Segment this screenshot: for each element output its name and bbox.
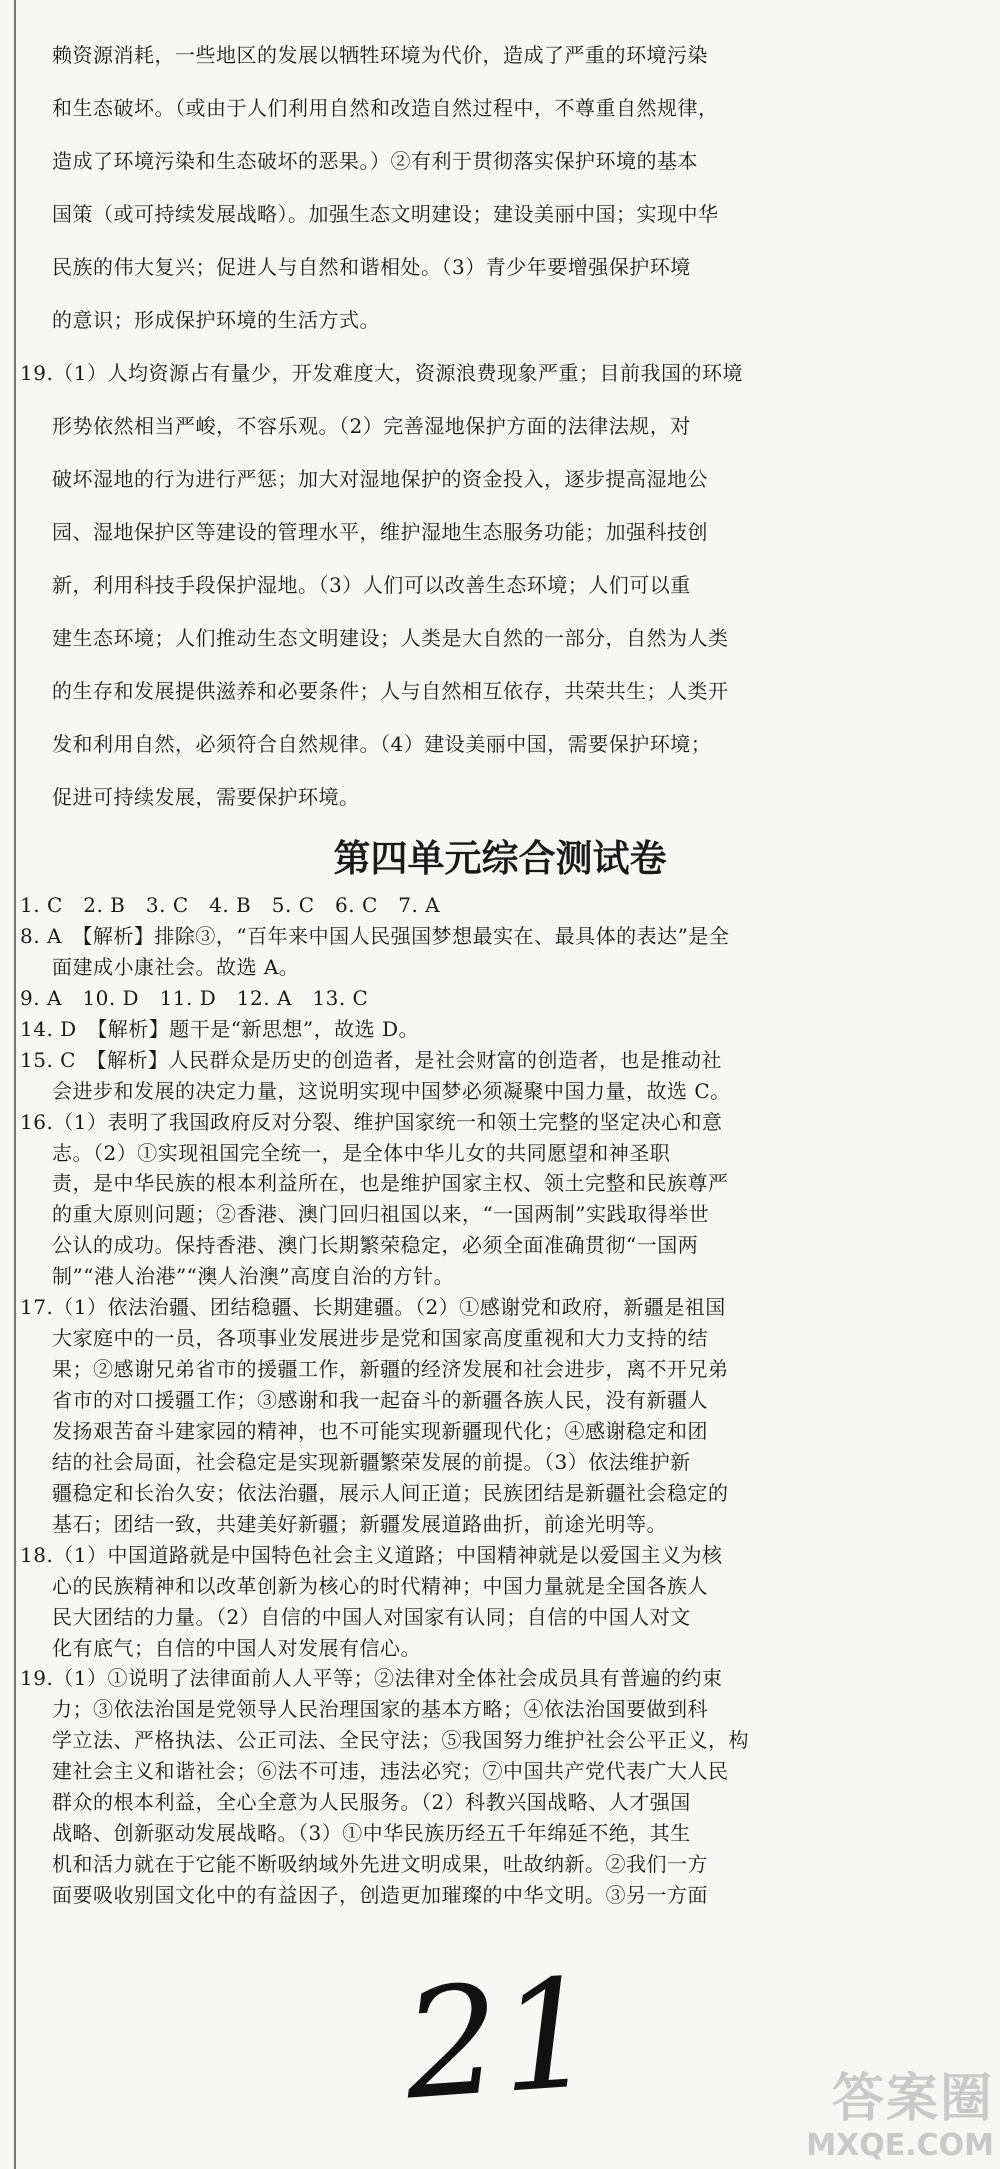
answer-line: 心的民族精神和以改革创新为核心的时代精神；中国力量就是全国各族人 <box>52 1573 708 1598</box>
answer-line: 力；③依法治国是党领导人民治理国家的基本方略；④依法治国要做到科 <box>52 1697 708 1722</box>
answer-line: 责，是中华民族的根本利益所在，也是维护国家主权、领土完整和民族尊严 <box>52 1171 729 1196</box>
answer-line: 群众的根本利益，全心全意为人民服务。（2）科教兴国战略、人才强国 <box>52 1790 691 1815</box>
answer-line: 民大团结的力量。（2）自信的中国人对国家有认同；自信的中国人对文 <box>52 1604 691 1629</box>
answer-line: 14. D 【解析】题干是“新思想”，故选 D。 <box>20 1016 420 1041</box>
answer-line: 战略、创新驱动发展战略。（3）①中华民族历经五千年绵延不绝，其生 <box>52 1821 691 1846</box>
text-line: 新，利用科技手段保护湿地。（3）人们可以改善生态环境；人们可以重 <box>52 573 691 597</box>
answer-line: 结的社会局面，社会稳定是实现新疆繁荣发展的前提。（3）依法维护新 <box>52 1449 691 1474</box>
answer-line: 大家庭中的一员，各项事业发展进步是党和国家高度重视和大力支持的结 <box>52 1326 708 1351</box>
answer-line: 果；②感谢兄弟省市的援疆工作，新疆的经济发展和社会进步，离不开兄弟 <box>52 1357 729 1382</box>
text-line: 建生态环境；人们推动生态文明建设；人类是大自然的一部分，自然为人类 <box>52 626 729 650</box>
answer-line: 17.（1）依法治疆、团结稳疆、长期建疆。（2）①感谢党和政府，新疆是祖国 <box>20 1295 726 1320</box>
text-line: 和生态破坏。（或由于人们利用自然和改造自然过程中，不尊重自然规律， <box>52 96 719 120</box>
answer-line: 公认的成功。保持香港、澳门长期繁荣稳定，必须全面准确贯彻“一国两 <box>52 1233 699 1258</box>
text-line: 形势依然相当严峻，不容乐观。（2）完善湿地保护方面的法律法规，对 <box>52 414 691 438</box>
watermark-logo: 答案圈 <box>831 2069 994 2129</box>
answer-line: 8. A 【解析】排除③，“百年来中国人民强国梦想最实在、最具体的表达”是全 <box>20 923 730 948</box>
watermark <box>806 2069 994 2163</box>
answer-line: 发扬艰苦奋斗建家园的精神，也不可能实现新疆现代化；④感谢稳定和团 <box>52 1418 708 1443</box>
answer-line: 学立法、严格执法、公正司法、全民守法；⑤我国努力维护社会公平正义，构 <box>52 1728 749 1753</box>
answer-line: 制”“港人治港”“澳人治澳”高度自治的方针。 <box>52 1264 455 1289</box>
answer-line: 建社会主义和谐社会；⑥法不可违，违法必究；⑦中国共产党代表广大人民 <box>52 1759 729 1784</box>
answer-line: 9. A 10. D 11. D 12. A 13. C <box>20 985 369 1010</box>
answer-line: 面建成小康社会。故选 A。 <box>52 954 300 979</box>
answer-line: 18.（1）中国道路就是中国特色社会主义道路；中国精神就是以爱国主义为核 <box>20 1542 723 1567</box>
text-line: 的生存和发展提供滋养和必要条件；人与自然相互依存，共荣共生；人类开 <box>52 679 729 703</box>
watermark-url: MXQE.COM <box>806 2128 994 2163</box>
text-line: 园、湿地保护区等建设的管理水平，维护湿地生态服务功能；加强科技创 <box>52 520 708 544</box>
answer-line: 的重大原则问题；②香港、澳门回归祖国以来，“一国两制”实践取得举世 <box>52 1202 709 1227</box>
answer-line: 基石；团结一致，共建美好新疆；新疆发展道路曲折，前途光明等。 <box>52 1511 667 1536</box>
text-line: 的意识；形成保护环境的生活方式。 <box>52 308 380 332</box>
answer-line: 疆稳定和长治久安；依法治疆，展示人间正道；民族团结是新疆社会稳定的 <box>52 1480 729 1505</box>
answer-line: 19.（1）①说明了法律面前人人平等；②法律对全体社会成员具有普遍的约束 <box>20 1666 723 1691</box>
section-title: 第四单元综合测试卷 <box>333 837 667 880</box>
answer-line: 机和活力就在于它能不断吸纳域外先进文明成果，吐故纳新。②我们一方 <box>52 1852 708 1877</box>
answer-line: 15. C 【解析】人民群众是历史的创造者，是社会财富的创造者，也是推动社 <box>20 1047 722 1072</box>
answer-line: 16.（1）表明了我国政府反对分裂、维护国家统一和领土完整的坚定决心和意 <box>20 1109 723 1134</box>
text-line: 促进可持续发展，需要保护环境。 <box>52 785 360 809</box>
page-number: 21 <box>398 1946 602 2134</box>
text-line: 破坏湿地的行为进行严惩；加大对湿地保护的资金投入，逐步提高湿地公 <box>52 467 708 491</box>
answer-line: 会进步和发展的决定力量，这说明实现中国梦必须凝聚中国力量，故选 C。 <box>52 1078 731 1103</box>
answer-line: 化有底气；自信的中国人对发展有信心。 <box>52 1635 421 1660</box>
answer-line: 1. C 2. B 3. C 4. B 5. C 6. C 7. A <box>20 893 441 917</box>
text-line: 19.（1）人均资源占有量少，开发难度大，资源浪费现象严重；目前我国的环境 <box>20 361 744 385</box>
text-line: 发和利用自然，必须符合自然规律。（4）建设美丽中国，需要保护环境； <box>52 732 712 756</box>
answer-line: 省市的对口援疆工作；③感谢和我一起奋斗的新疆各族人民，没有新疆人 <box>52 1388 708 1412</box>
text-line: 国策（或可持续发展战略）。加强生态文明建设；建设美丽中国；实现中华 <box>52 202 719 226</box>
answer-line: 志。（2）①实现祖国完全统一，是全体中华儿女的共同愿望和神圣职 <box>52 1140 671 1165</box>
text-line: 造成了环境污染和生态破坏的恶果。）②有利于贯彻落实保护环境的基本 <box>52 149 698 173</box>
text-line: 民族的伟大复兴；促进人与自然和谐相处。（3）青少年要增强保护环境 <box>52 255 691 279</box>
margin-rule <box>14 0 16 2169</box>
text-line: 赖资源消耗，一些地区的发展以牺牲环境为代价，造成了严重的环境污染 <box>52 43 708 67</box>
answer-line: 面要吸收别国文化中的有益因子，创造更加璀璨的中华文明。③另一方面 <box>52 1883 708 1907</box>
